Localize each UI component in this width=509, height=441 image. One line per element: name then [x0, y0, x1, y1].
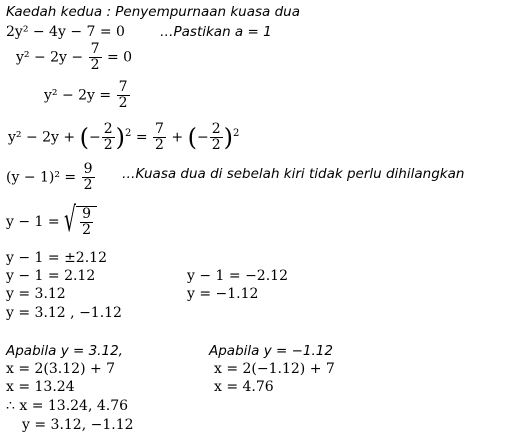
equation-step-7: y − 1 = ±2.12 — [6, 250, 107, 266]
case-right-heading: Apabila y = −1.12 — [209, 343, 333, 359]
equation-step-5-lhs: (y − 1)² = — [6, 169, 77, 186]
equation-step-9b: y = −1.12 — [187, 286, 259, 302]
fraction-denominator: 2 — [103, 137, 113, 153]
case-left-line-1: x = 2(3.12) + 7 — [6, 361, 116, 377]
fraction-numerator: 9 — [83, 161, 93, 177]
equation-step-2-lhs: y² − 2y − — [16, 49, 84, 66]
fraction-denominator: 2 — [90, 57, 100, 73]
equation-step-6-lhs: y − 1 = — [6, 214, 60, 230]
paren-close: ) — [115, 123, 126, 152]
equation-step-5 — [6, 162, 96, 193]
final-answer-y: y = 3.12, −1.12 — [22, 417, 134, 433]
fraction-numerator: 9 — [82, 206, 92, 222]
case-right-line-1: x = 2(−1.12) + 7 — [214, 361, 335, 377]
fraction-7-over-2 — [89, 42, 102, 73]
equation-step-1 — [6, 24, 125, 40]
case-left-heading: Apabila y = 3.12, — [6, 343, 123, 359]
fraction-9-over-2 — [80, 207, 93, 238]
equation-step-4 — [8, 122, 239, 153]
minus-sign: − — [88, 129, 101, 146]
radicand — [76, 206, 97, 238]
fraction-numerator: 2 — [211, 121, 221, 137]
fraction-7-over-2 — [117, 80, 130, 111]
equation-step-1-eq: 2y² − 4y − 7 = 0 — [6, 24, 125, 40]
equation-step-2 — [16, 42, 132, 73]
fraction-2-over-2 — [210, 122, 223, 153]
fraction-denominator: 2 — [83, 177, 93, 193]
note-pastikan: …Pastikan a = 1 — [160, 24, 272, 40]
square-root — [64, 200, 97, 240]
fraction-denominator: 2 — [118, 95, 128, 111]
equation-step-3 — [44, 80, 131, 111]
exponent: 2 — [233, 127, 240, 139]
equation-step-9a: y = 3.12 — [6, 286, 66, 302]
case-left-line-2: x = 13.24 — [6, 379, 75, 395]
equation-step-3-lhs: y² − 2y = — [44, 87, 112, 104]
equation-step-6 — [6, 200, 97, 240]
equation-step-10: y = 3.12 , −1.12 — [6, 305, 122, 321]
paren-open: ( — [187, 123, 197, 152]
exponent: 2 — [125, 127, 132, 139]
fraction-numerator: 7 — [118, 79, 128, 95]
final-answer-x: ∴ x = 13.24, 4.76 — [6, 398, 129, 414]
paren-close: ) — [223, 123, 233, 152]
fraction-numerator: 7 — [90, 41, 100, 57]
fraction-2-over-2 — [102, 122, 115, 153]
case-right-line-2: x = 4.76 — [214, 379, 274, 395]
plus-sign: + — [171, 129, 184, 146]
fraction-denominator: 2 — [211, 137, 221, 153]
fraction-denominator: 2 — [82, 222, 92, 238]
equation-step-8b: y − 1 = −2.12 — [187, 268, 288, 284]
minus-sign: − — [196, 129, 209, 146]
equation-step-8a: y − 1 = 2.12 — [6, 268, 96, 284]
note-kuasa-dua: …Kuasa dua di sebelah kiri tidak perlu dihilangkan — [122, 166, 465, 182]
fraction-numerator: 7 — [155, 121, 164, 137]
radical-sign: √ — [64, 200, 77, 240]
title: Kaedah kedua : Penyempurnaan kuasa dua — [6, 4, 301, 20]
fraction-9-over-2 — [82, 162, 95, 193]
equation-step-2-rhs: = 0 — [106, 49, 133, 66]
fraction-denominator: 2 — [155, 137, 164, 153]
equation-step-4-lhs: y² − 2y + — [8, 129, 76, 146]
equals-sign: = — [135, 129, 148, 146]
paren-open: ( — [79, 123, 89, 152]
fraction-numerator: 2 — [103, 121, 113, 137]
fraction-7-over-2 — [153, 122, 166, 153]
